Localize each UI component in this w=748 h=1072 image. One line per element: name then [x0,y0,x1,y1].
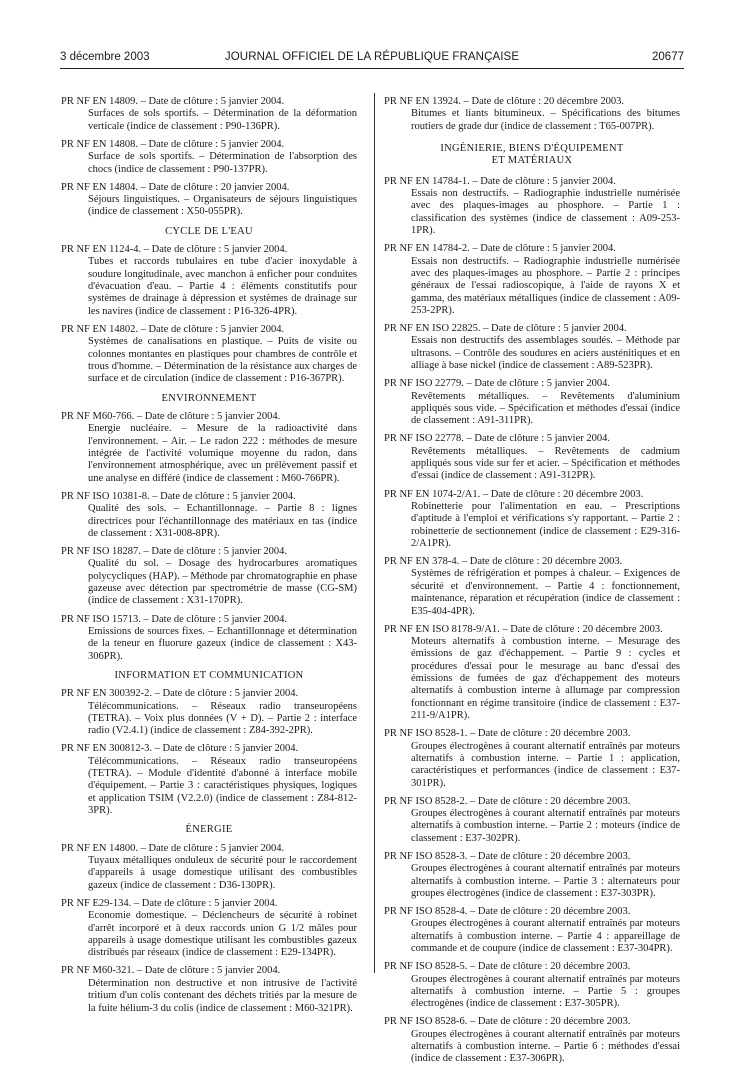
section-heading: CYCLE DE L'EAU [165,225,253,237]
standard-entry [384,728,680,790]
entry-reference: PR NF EN 14802. – Date de clôture : 5 janvier 2004. [61,323,285,335]
entry-reference: PR NF ISO 8528-2. – Date de clôture : 20 décembre 2003. [384,795,631,807]
entry-reference: PR NF EN ISO 22825. – Date de clôture : 5 janvier 2004. [384,323,627,335]
entry-description: Bitumes et liants bitumineux. – Spécifications des bitumes routiers de grade dur (indice de classement : T65-007PR). [411,108,680,132]
entry-reference: PR NF EN 1074-2/A1. – Date de clôture : 20 décembre 2003. [384,488,644,500]
standard-entry [61,244,357,318]
entry-reference: PR NF E29-134. – Date de clôture : 5 janvier 2004. [61,897,278,909]
entry-description: Essais non destructifs. – Radiographie industrielle numérisée avec des plaques-images au phosphore. – Partie 2 : principes généraux de l'essai radioscopique, à l'aide de rayons X et gamma, des matériaux métalliques (indice de classement : A09-253-2PR). [411,255,680,316]
standard-entry [61,182,357,219]
entry-reference: PR NF ISO 15713. – Date de clôture : 5 janvier 2004. [61,613,288,625]
entry-description: Essais non destructifs des assemblages soudés. – Méthode par ultrasons. – Contrôle des soudures en aciers austénitiques et en alliage à base nickel (indice de classement : A89-523PR). [411,335,680,372]
standard-entry [384,96,680,133]
standard-entry [384,378,680,427]
standard-entry [61,324,357,386]
column-divider [374,93,375,973]
left-column [61,96,357,1021]
entry-description: Revêtements métalliques. – Revêtements d'aluminium appliqués sous vide. – Spécification et méthodes d'essai (indice de classement : A91-311PR). [411,390,680,427]
entry-reference: PR NF ISO 8528-1. – Date de clôture : 20 décembre 2003. [384,728,631,740]
entry-reference: PR NF EN 14804. – Date de clôture : 20 janvier 2004. [61,181,290,193]
entry-description: Energie nucléaire. – Mesure de la radioactivité dans l'environnement. – Air. – Le radon 222 : méthodes de mesure intégrée de l'activité volumique moyenne du radon, dans l'environnement atmosphérique, avec un prélèvement passif et une analyse en différé (indice de classement : M60-766PR). [88,423,357,484]
entry-description: Moteurs alternatifs à combustion interne. – Mesurage des émissions de gaz d'échappement. – Partie 9 : cycles et procédures d'essai pour le mesurage au banc d'essai des émissions de fumées de gaz d'échappement des moteurs alternatifs à combustion interne à allumage par compression fonctionnant en régime transitoire (indice de classement : E37-211-9/A1PR). [411,635,680,722]
standard-entry [61,411,357,485]
standard-entry [61,843,357,892]
entry-reference: PR NF EN 14784-1. – Date de clôture : 5 janvier 2004. [384,175,616,187]
standard-entry [61,546,357,608]
entry-reference: PR NF ISO 10381-8. – Date de clôture : 5 janvier 2004. [61,490,296,502]
standard-entry [384,489,680,551]
entry-description: Revêtements métalliques. – Revêtements de cadmium appliqués sous vide sur fer et acier. – Spécification et méthodes d'essai (indice de classement : A91-312PR). [411,445,680,482]
entry-description: Systèmes de canalisations en plastique. – Puits de visite ou colonnes montantes en plastiques pour chambres de contrôle et trous d'homme. – Détermination de la résistance aux charges de surface et de circulation (indice de classement : P16-367PR). [88,336,357,385]
standard-entry [384,243,680,317]
standard-entry [61,743,357,817]
entry-reference: PR NF ISO 22778. – Date de clôture : 5 janvier 2004. [384,433,611,445]
standard-entry [61,614,357,663]
entry-description: Tubes et raccords tubulaires en tube d'acier inoxydable à soudure longitudinale, avec manchon à enficher pour conduites d'évacuation d'eau. – Partie 4 : éléments constitutifs pour systèmes de drainage à dépression et systèmes de drainage sur les navires (indice de classement : P16-326-4PR). [88,256,357,317]
entry-description: Groupes électrogènes à courant alternatif entraînés par moteurs alternatifs à combustion interne. – Partie 5 : groupes électrogènes (indice de classement : E37-305PR). [411,973,680,1010]
entry-description: Tuyaux métalliques onduleux de sécurité pour le raccordement d'appareils à usage domestique utilisant des combustibles gazeux (indice de classement : D36-130PR). [88,855,357,891]
entry-description: Emissions de sources fixes. – Echantillonnage et détermination de la teneur en fluorure gazeux (indice de classement : X43-306PR). [88,625,357,662]
entry-description: Systèmes de réfrigération et pompes à chaleur. – Exigences de sécurité et d'environnement. – Partie 4 : fonctionnement, maintenance, réparation et récupération (indice de classement : E35-404-4PR). [411,568,680,617]
entry-reference: PR NF ISO 8528-4. – Date de clôture : 20 décembre 2003. [384,906,631,918]
standard-entry [384,961,680,1010]
page-header [60,48,684,69]
entry-description: Télécommunications. – Réseaux radio transeuropéens (TETRA). – Voix plus données (V + D). – Partie 2 : interface radio (V2.4.1) (indice de classement : Z84-392-2PR). [88,700,357,737]
entry-description: Séjours linguistiques. – Organisateurs de séjours linguistiques (indice de classement : X50-055PR). [88,194,357,218]
entry-reference: PR NF EN 13924. – Date de clôture : 20 décembre 2003. [384,96,624,107]
entry-reference: PR NF ISO 8528-5. – Date de clôture : 20 décembre 2003. [384,961,631,973]
entry-reference: PR NF ISO 18287. – Date de clôture : 5 janvier 2004. [61,545,288,557]
issue-date: 3 décembre 2003 [60,51,150,63]
standard-entry [384,796,680,845]
journal-title: JOURNAL OFFICIEL DE LA RÉPUBLIQUE FRANÇAISE [224,51,520,63]
entry-description: Télécommunications. – Réseaux radio transeuropéens (TETRA). – Module d'identité d'abonné à interface mobile d'équipement. – Partie 3 : caractéristiques physiques, logiques et application TSIM (V2.2.0) (indice de classement : Z84-812-3PR). [88,755,357,817]
entry-reference: PR NF EN 14800. – Date de clôture : 5 janvier 2004. [61,842,285,854]
standard-entry [384,176,680,238]
entry-reference: PR NF ISO 8528-3. – Date de clôture : 20 décembre 2003. [384,850,631,862]
standard-entry [384,556,680,618]
entry-description: Surface de sols sportifs. – Détermination de l'absorption des chocs (indice de classement : P90-137PR). [88,151,357,175]
section-heading: ÉNERGIE [185,824,233,836]
entry-reference: PR NF EN ISO 8178-9/A1. – Date de clôture : 20 décembre 2003. [384,623,663,635]
entry-reference: PR NF M60-766. – Date de clôture : 5 janvier 2004. [61,410,281,422]
standard-entry [61,491,357,540]
entry-reference: PR NF EN 14784-2. – Date de clôture : 5 janvier 2004. [384,243,616,255]
entry-reference: PR NF EN 378-4. – Date de clôture : 20 décembre 2003. [384,556,623,568]
entry-description: Qualité du sol. – Dosage des hydrocarbures aromatiques polycycliques (HAP). – Méthode par chromatographie en phase gazeuse avec détection par spectrométrie de masse (CG-SM) (indice de classement : X31-170PR). [88,558,357,607]
right-column [384,96,680,1072]
standard-entry [61,898,357,960]
entry-description: Robinetterie pour l'alimentation en eau. – Prescriptions d'aptitude à l'emploi et vérifications s'y rapportant. – Partie 2 : robinetterie de sectionnement (indice de classement : E29-316-2/A1PR). [411,500,680,549]
standard-entry [384,323,680,372]
entry-description: Détermination non destructive et non intrusive de l'activité tritium d'un colis contenant des déchets tritiés par la mesure de la fuite hélium-3 du colis (indice de classement : M60-321PR). [88,977,357,1014]
entry-reference: PR NF EN 1124-4. – Date de clôture : 5 janvier 2004. [61,244,288,256]
page-number: 20677 [652,51,684,63]
standard-entry [61,688,357,737]
standard-entry [384,624,680,723]
entry-reference: PR NF EN 300812-3. – Date de clôture : 5 janvier 2004. [61,743,299,755]
standard-entry [384,906,680,955]
section-heading: ENVIRONNEMENT [161,392,257,404]
entry-reference: PR NF ISO 8528-6. – Date de clôture : 20 décembre 2003. [384,1016,631,1028]
entry-reference: PR NF EN 14808. – Date de clôture : 5 janvier 2004. [61,138,285,150]
standard-entry [61,96,357,133]
entry-description: Essais non destructifs. – Radiographie industrielle numérisée avec des plaques-images au phosphore. – Partie 1 : classification des systèmes (indice de classement : A09-253-1PR). [411,188,680,237]
standard-entry [61,139,357,176]
entry-description: Surfaces de sols sportifs. – Détermination de la déformation verticale (indice de classement : P90-136PR). [88,108,357,132]
entry-description: Groupes électrogènes à courant alternatif entraînés par moteurs alternatifs à combustion interne. – Partie 4 : appareillage de commande et de coupure (indice de classement : E37-304PR). [411,918,680,955]
entry-reference: PR NF ISO 22779. – Date de clôture : 5 janvier 2004. [384,378,611,390]
standard-entry [61,965,357,1014]
section-heading: INFORMATION ET COMMUNICATION [114,669,304,681]
entry-description: Groupes électrogènes à courant alternatif entraînés par moteurs alternatifs à combustion interne. – Partie 2 : moteurs (indice de classement : E37-302PR). [411,808,680,844]
entry-reference: PR NF EN 300392-2. – Date de clôture : 5 janvier 2004. [61,688,299,700]
entry-description: Groupes électrogènes à courant alternatif entraînés par moteurs alternatifs à combustion interne. – Partie 1 : application, caractéristiques et performances (indice de classement : E37-301PR). [411,740,680,789]
entry-reference: PR NF M60-321. – Date de clôture : 5 janvier 2004. [61,965,281,977]
standard-entry [384,1016,680,1065]
entry-description: Groupes électrogènes à courant alternatif entraînés par moteurs alternatifs à combustion interne. – Partie 6 : méthodes d'essai (indice de classement : E37-306PR). [411,1028,680,1065]
entry-description: Qualité des sols. – Echantillonnage. – Partie 8 : lignes directrices pour l'échantillonnage des matériaux en tas (indice de classement : X31-008-8PR). [88,503,357,539]
entry-description: Economie domestique. – Déclencheurs de sécurité à robinet d'arrêt incorporé et à deux raccords union G 1/2 mâles pour appareils à usage domestique utilisant les combustibles gazeux distribués par réseaux (indice de classement : E29-134PR). [88,910,357,959]
standard-entry [384,851,680,900]
entry-description: Groupes électrogènes à courant alternatif entraînés par moteurs alternatifs à combustion interne. – Partie 3 : alternateurs pour groupes électrogènes (indice de classement : E37-303PR). [411,863,680,899]
section-heading: INGÉNIERIE, BIENS D'ÉQUIPEMENT ET MATÉRIAUX [440,143,624,167]
standard-entry [384,433,680,482]
entry-reference: PR NF EN 14809. – Date de clôture : 5 janvier 2004. [61,96,285,107]
